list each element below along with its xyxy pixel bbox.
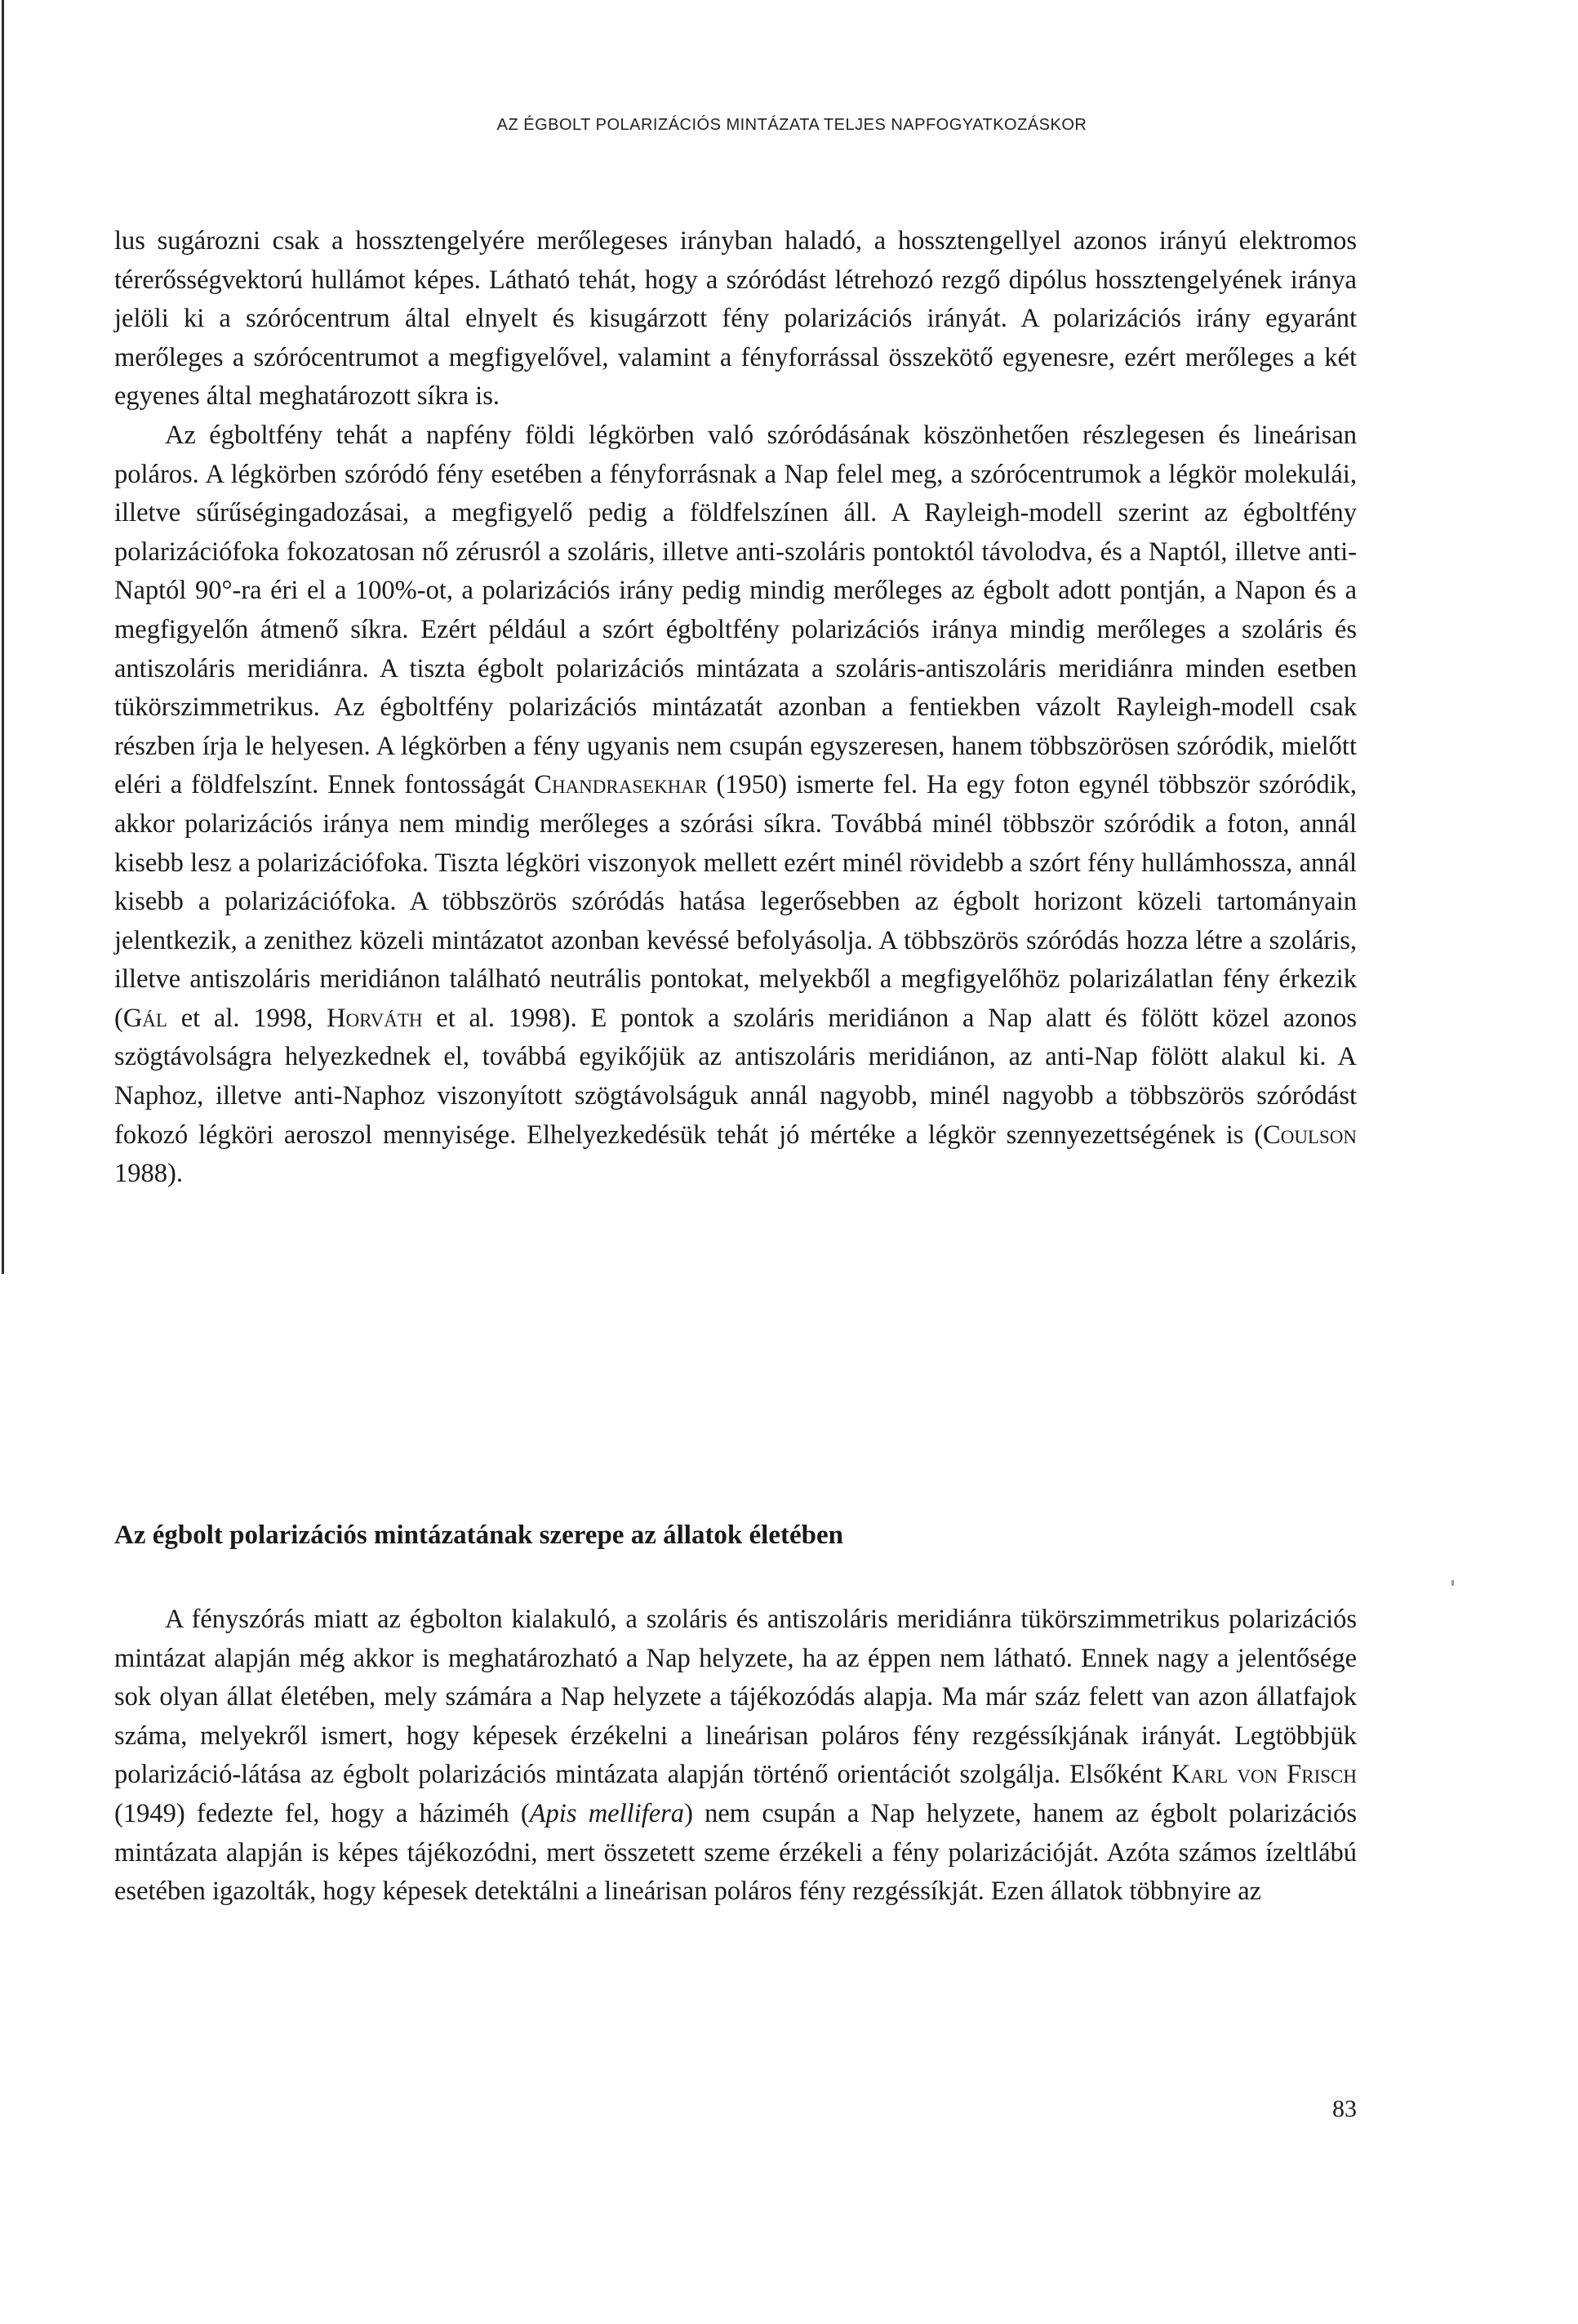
- paragraph-skylight-polarization: [114, 416, 1357, 1194]
- body-text-lower: [114, 1601, 1357, 1912]
- paragraph-text: A fényszórás miatt az égbolton kialakuló, a szoláris és antiszoláris meridiánra tükörszimmetrikus polarizációs mintázat alapján még akkor is meghatározható a Nap helyzete, ha az éppen nem látható. Ennek nagy a jelentősége sok olyan állat életében, mely számára a Nap helyzete a tájékozódás alapja. Ma már száz felett van azon állatfajok száma, melyekről ismert, hogy képesek érzékelni a lineárisan poláros fény rezgéssíkjának irányát. Legtöbbjük polarizáció-látása az égbolt polarizációs mintázata alapján történő orientációt szolgálja. Elsőként: [114, 1605, 1357, 1790]
- page-number: 83: [1332, 2095, 1357, 2122]
- citation-author: Karl von Frisch: [1171, 1760, 1357, 1790]
- paragraph-text: et al. 1998,: [167, 1003, 327, 1033]
- citation-author: Chandrasekhar: [534, 770, 708, 800]
- running-head: AZ ÉGBOLT POLARIZÁCIÓS MINTÁZATA TELJES NAPFOGYATKOZÁSKOR: [496, 116, 1087, 134]
- citation-author: Horváth: [327, 1003, 423, 1033]
- paragraph-text: Az égboltfény tehát a napfény földi légkörben való szóródásának köszönhetően részlegesen és lineárisan poláros. A légkörben szóródó fény esetében a fényforrásnak a Nap felel meg, a szórócentrumok a légkör molekulái, illetve sűrűségingadozásai, a megfigyelő pedig a földfelszínen áll. A Rayleigh-modell szerint az égboltfény polarizációfoka fokozatosan nő zérusról a szoláris, illetve anti-szoláris pontoktól távolodva, és a Naptól, illetve anti-Naptól 90°-ra éri el a 100%-ot, a polarizációs irány pedig mindig merőleges az égbolt adott pontján, a Napon és a megfigyelőn átmenő síkra. Ezért például a szórt égboltfény polarizációs iránya mindig merőleges a szoláris és antiszoláris meridiánra. A tiszta égbolt polarizációs mintázata a szoláris-antiszoláris meridiánra minden esetben tükörszimmetrikus. Az égboltfény polarizációs mintázatát azonban a fentiekben vázolt Rayleigh-modell csak részben írja le helyesen. A légkörben a fény ugyanis nem csupán egyszeresen, hanem többszörösen szóródik, mielőtt eléri a földfelszínt. Ennek fontosságát: [114, 420, 1357, 800]
- body-text-upper: [114, 222, 1357, 1194]
- paragraph-continued: lus sugározni csak a hossztengelyére merőlegeses irányban haladó, a hossztengellyel azonos irányú elektromos térerősségvektorú hullámot képes. Látható tehát, hogy a szóródást létrehozó rezgő dipólus hossztengelyének iránya jelöli ki a szórócentrum által elnyelt és kisugárzott fény polarizációs irányát. A polarizációs irány egyaránt merőleges a szórócentrumot a megfigyelővel, valamint a fényforrással összekötő egyenesre, ezért merőleges a két egyenes által meghatározott síkra is.: [114, 226, 1357, 412]
- species-name: Apis mellifera: [529, 1798, 685, 1828]
- paragraph-text: (1949) fedezte fel, hogy a háziméh (: [114, 1798, 530, 1828]
- scan-speck: [1451, 1580, 1454, 1586]
- section-heading: Az égbolt polarizációs mintázatának szerepe az állatok életében: [114, 1520, 843, 1550]
- scan-edge-rule: [2, 0, 4, 1274]
- citation-author: Coulson: [1263, 1120, 1357, 1150]
- paragraph-animal-orientation: [114, 1601, 1357, 1912]
- citation-author: Gál: [122, 1003, 167, 1033]
- paragraph-text: et al. 1998). E pontok a szoláris meridiánon a Nap alatt és fölött közel azonos szögtávolságra helyezkednek el, továbbá egyikőjük az antiszoláris meridiánon, az anti-Nap fölött alakul ki. A Naphoz, illetve anti-Naphoz viszonyított szögtávolságuk annál nagyobb, minél nagyobb a többszörös szóródást fokozó légköri aeroszol mennyisége. Elhelyezkedésük tehát jó mértéke a légkör szennyezettségének is (: [114, 1003, 1357, 1150]
- paragraph-text: 1988).: [114, 1159, 183, 1189]
- paragraph-text: (1950) ismerte fel. Ha egy foton egynél többször szóródik, akkor polarizációs iránya nem mindig merőleges a szórási síkra. Továbbá minél többször szóródik a foton, annál kisebb lesz a polarizációfoka. Tiszta légköri viszonyok mellett ezért minél rövidebb a szórt fény hullámhossza, annál kisebb a polarizációfoka. A többszörös szóródás hatása legerősebben az égbolt horizont közeli tartományain jelentkezik, a zenithez közeli mintázatot azonban kevéssé befolyásolja. A többszörös szóródás hozza létre a szoláris, illetve antiszoláris meridiánon található neutrális pontokat, melyekből a megfigyelőhöz polarizálatlan fény érkezik (: [114, 770, 1357, 1033]
- paragraph-text: ) nem csupán a Nap helyzete, hanem az égbolt polarizációs mintázata alapján is képes tájékozódni, mert összetett szeme érzékeli a fény polarizációját. Azóta számos ízeltlábú esetében igazolták, hogy képesek detektálni a lineárisan poláros fény rezgéssíkját. Ezen állatok többnyire az: [114, 1798, 1358, 1907]
